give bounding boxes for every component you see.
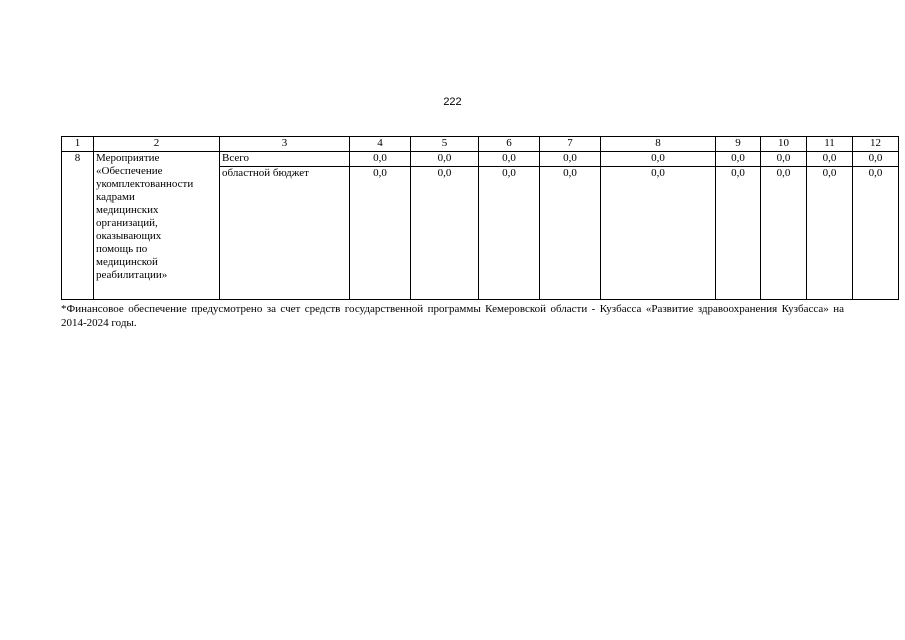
- value-cell: 0,0: [601, 167, 716, 300]
- value-cell: 0,0: [853, 167, 899, 300]
- column-header: 7: [540, 137, 601, 152]
- value-cell: 0,0: [479, 167, 540, 300]
- column-header: 6: [479, 137, 540, 152]
- activity-line: реабилитации»: [96, 269, 168, 281]
- column-header: 5: [411, 137, 479, 152]
- column-header: 9: [716, 137, 761, 152]
- column-header: 3: [220, 137, 350, 152]
- activity-line: медицинских: [96, 204, 159, 216]
- activity-name-cell: [94, 152, 220, 300]
- value-cell: 0,0: [853, 152, 899, 167]
- column-header: 8: [601, 137, 716, 152]
- column-header: 4: [350, 137, 411, 152]
- activity-line: организаций,: [96, 217, 158, 229]
- value-cell: 0,0: [540, 167, 601, 300]
- column-header: 2: [94, 137, 220, 152]
- page-number: 222: [443, 96, 462, 108]
- footnote: *Финансовое обеспечение предусмотрено за счет средств государственной программы Кемеровской области - Кузбасса «Развитие здравоохранения Кузбасса» на 2014-2024 годы.: [61, 303, 844, 329]
- value-cell: 0,0: [411, 167, 479, 300]
- value-cell: 0,0: [807, 167, 853, 300]
- value-cell: 0,0: [350, 152, 411, 167]
- value-cell: 0,0: [350, 167, 411, 300]
- activity-line: помощь по: [96, 243, 148, 255]
- value-cell: 0,0: [540, 152, 601, 167]
- value-cell: 0,0: [479, 152, 540, 167]
- value-cell: 0,0: [761, 167, 807, 300]
- value-cell: 0,0: [601, 152, 716, 167]
- activity-line: оказывающих: [96, 230, 162, 242]
- source-label-regional: областной бюджет: [220, 167, 350, 300]
- table-header-row: [62, 137, 899, 152]
- column-header: 11: [807, 137, 853, 152]
- column-header: 12: [853, 137, 899, 152]
- column-header: 10: [761, 137, 807, 152]
- activity-line: «Обеспечение: [96, 165, 163, 177]
- source-label-total: Всего: [220, 152, 350, 167]
- value-cell: 0,0: [807, 152, 853, 167]
- activity-line: медицинской: [96, 256, 158, 268]
- row-number: 8: [62, 152, 94, 300]
- value-cell: 0,0: [716, 152, 761, 167]
- value-cell: 0,0: [761, 152, 807, 167]
- activity-line: кадрами: [96, 191, 135, 203]
- value-cell: 0,0: [411, 152, 479, 167]
- activity-line: укомплектованности: [96, 178, 194, 190]
- table-row-total: [62, 152, 899, 167]
- value-cell: 0,0: [716, 167, 761, 300]
- financing-table: [61, 136, 899, 300]
- activity-line: Мероприятие: [96, 152, 160, 164]
- column-header: 1: [62, 137, 94, 152]
